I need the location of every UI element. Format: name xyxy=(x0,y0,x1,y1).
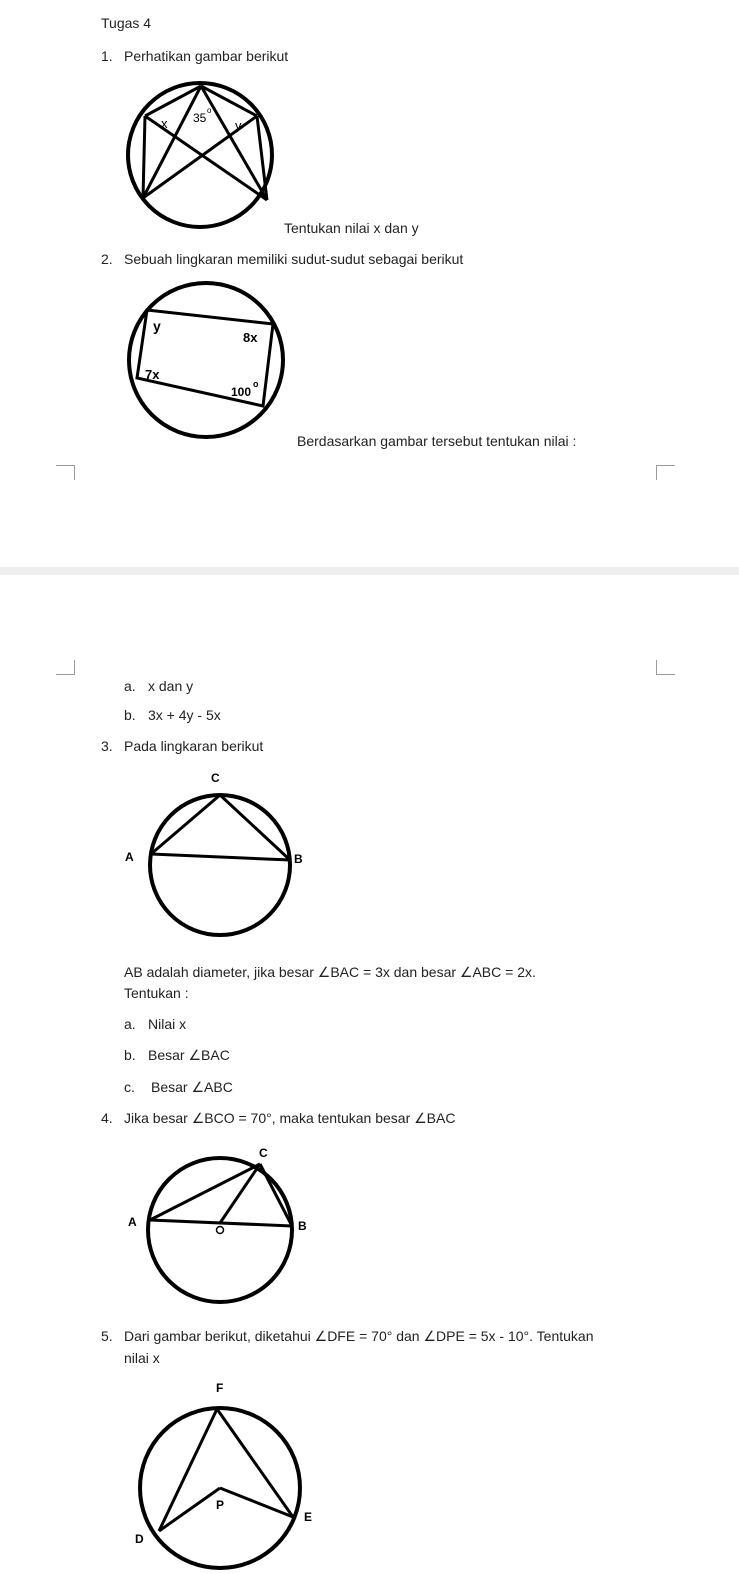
q3-item-a-letter: a. xyxy=(124,1016,136,1032)
q2-label-degree: o xyxy=(253,379,259,389)
q2-label-7x: 7x xyxy=(145,367,160,382)
q5-figure xyxy=(125,1375,325,1574)
q5-number: 5. xyxy=(101,1328,113,1344)
q3-diameter-ab xyxy=(151,854,290,860)
q2-item-a-letter: a. xyxy=(124,678,136,694)
q4-number: 4. xyxy=(101,1110,113,1126)
q2-number: 2. xyxy=(101,251,113,267)
q4-chord-ac xyxy=(150,1164,260,1220)
q2-label-y: y xyxy=(153,318,161,334)
q5-text-continued: nilai x xyxy=(124,1350,160,1366)
q1-caption: Tentukan nilai x dan y xyxy=(284,220,419,236)
q3-item-a-text: Nilai x xyxy=(148,1016,187,1032)
q4-label-b: B xyxy=(298,1219,307,1233)
q1-label-y: y xyxy=(235,118,242,133)
q3-label-c: C xyxy=(211,771,220,785)
q2-figure xyxy=(125,280,290,442)
q5-label-d: D xyxy=(135,1532,144,1546)
q2-item-b-text: 3x + 4y - 5x xyxy=(148,707,221,723)
q3-text: Pada lingkaran berikut xyxy=(124,738,264,754)
crop-mark-bottom-left xyxy=(56,660,75,675)
q3-number: 3. xyxy=(101,738,113,754)
q4-label-c: C xyxy=(259,1146,268,1160)
page-title: Tugas 4 xyxy=(101,15,152,31)
q2-caption: Berdasarkan gambar tersebut tentukan nilai : xyxy=(297,433,577,449)
q4-chord-bc xyxy=(260,1164,292,1226)
q5-text: Dari gambar berikut, diketahui ∠DFE = 70° dan ∠DPE = 5x - 10°. Tentukan xyxy=(124,1328,594,1344)
q1-number: 1. xyxy=(101,48,113,64)
q3-figure xyxy=(120,765,320,965)
q3-statement: AB adalah diameter, jika besar ∠BAC = 3x dan besar ∠ABC = 2x. xyxy=(124,964,536,980)
q5-label-p: P xyxy=(216,1498,225,1512)
q2-text: Sebuah lingkaran memiliki sudut-sudut sebagai berikut xyxy=(124,251,464,267)
q2-label-100: 100 xyxy=(231,385,252,399)
q5-label-f: F xyxy=(216,1381,224,1395)
q3-circle xyxy=(150,795,290,935)
q1-text: Perhatikan gambar berikut xyxy=(124,48,289,64)
q3-item-b-letter: b. xyxy=(124,1047,136,1063)
q5-label-e: E xyxy=(304,1510,313,1524)
q3-item-c-text: Besar ∠ABC xyxy=(151,1079,233,1095)
q1-chord-3 xyxy=(143,116,145,198)
q3-item-b-text: Besar ∠BAC xyxy=(148,1047,230,1063)
q2-item-b-letter: b. xyxy=(124,707,136,723)
q1-label-degree: o xyxy=(207,106,212,115)
q1-label-x: x xyxy=(161,116,168,131)
q3-label-a: A xyxy=(125,850,134,864)
crop-mark-top-left xyxy=(56,465,75,480)
q1-figure xyxy=(125,80,280,230)
crop-mark-top-right xyxy=(656,465,675,480)
q3-tentukan: Tentukan : xyxy=(124,985,189,1001)
q2-circle xyxy=(129,283,283,437)
q3-label-b: B xyxy=(294,852,303,866)
q3-item-c-letter: c. xyxy=(124,1079,135,1095)
q4-center-o xyxy=(217,1227,224,1234)
q2-item-a-text: x dan y xyxy=(148,678,194,694)
q4-figure xyxy=(120,1138,320,1328)
q4-label-a: A xyxy=(128,1215,137,1229)
q1-label-angle: 35 xyxy=(193,111,207,125)
page-break-gap xyxy=(0,567,739,575)
crop-mark-bottom-right xyxy=(656,660,675,675)
q2-label-8x: 8x xyxy=(243,330,258,345)
q4-text: Jika besar ∠BCO = 70°, maka tentukan besar ∠BAC xyxy=(124,1110,456,1126)
